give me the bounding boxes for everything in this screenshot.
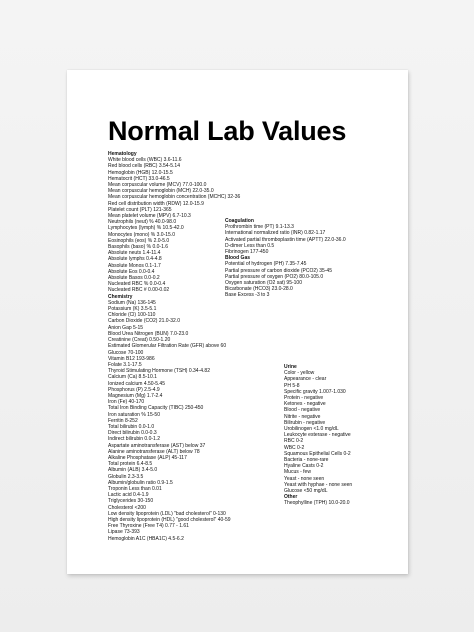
middle-column	[225, 218, 375, 299]
list-item: Absolute Monos 0.1-1.7	[108, 262, 161, 269]
section-heading-coagulation: Coagulation	[225, 218, 254, 224]
list-item: Ionized calcium 4.50-5.45	[108, 380, 165, 387]
chemistry-list	[108, 300, 276, 542]
list-item: Thyroid Stimulating Hormone (TSH) 0.34-4.82	[108, 368, 210, 375]
list-item: Chloride (Cl) 100-110	[108, 312, 156, 319]
list-item: Nucleated RBC % 0.0-0.4	[108, 281, 166, 288]
list-item: Hemoglobin A1C (HBA1C) 4.5-6.2	[108, 535, 184, 542]
list-item: Anion Gap 5-15	[108, 324, 144, 331]
list-item: Alkaline Phosphatase (ALP) 45-117	[108, 454, 187, 461]
list-item: Yeast with hyphae - none seen	[284, 481, 353, 488]
list-item: Carbon Dioxide (CO2) 21.0-32.0	[108, 318, 180, 325]
list-item: Base Excess -3 to 3	[225, 292, 270, 299]
list-item: International normalized ratio (INR) 0.82-1.17	[225, 230, 326, 237]
list-item: Creatinine (Creat) 0.50-1.20	[108, 337, 171, 344]
list-item: Lymphocytes (lymph) % 10.5-42.0	[108, 225, 184, 232]
list-item: Absolute Basos 0.0-0.2	[108, 275, 160, 282]
list-item: Estimated Glomerular Filtration Rate (GFR) above 60	[108, 343, 227, 350]
right-column	[284, 364, 394, 507]
list-item: WBC 0-2	[284, 444, 305, 451]
list-item: Lactic acid 0.4-1.9	[108, 492, 149, 499]
list-item: Globulin 2.3-3.5	[108, 473, 144, 480]
list-item: Indirect bilirubin 0.0-1.2	[108, 436, 160, 443]
list-item: Fibrinogen 177-450	[225, 249, 269, 256]
list-item: Cholesterol <200	[108, 504, 146, 511]
list-item: High density lipoprotein (HDL) "good cholesterol" 40-59	[108, 516, 231, 523]
list-item: Potassium (K) 3.5-5.1	[108, 306, 157, 313]
list-item: Color - yellow	[284, 370, 315, 377]
list-item: Specific gravity 1.007-1.030	[284, 388, 346, 395]
list-item: Albumin (ALB) 3.4-5.0	[108, 467, 158, 474]
list-item: Free Thyroxine (Free T4) 0.77 - 1.61	[108, 523, 189, 530]
list-item: Eosinophils (eos) % 2.0-5.0	[108, 237, 170, 244]
list-item: Nucleated RBC # 0.00-0.02	[108, 287, 170, 294]
list-item: Iron (Fe) 40-170	[108, 399, 145, 406]
list-item: Mean platelet volume (MPV) 6.7-10.3	[108, 213, 191, 220]
list-item: Albumin/globulin ratio 0.9-1.5	[108, 479, 173, 486]
list-item: Partial pressure of oxygen (PO2) 80.0-105.0	[225, 273, 324, 280]
list-item: RBC 0-2	[284, 438, 304, 445]
list-item: Monocytes (mono) % 3.0-15.0	[108, 231, 175, 238]
list-item: Basophils (baso) % 0.0-1.6	[108, 244, 169, 251]
list-item: Nitrite - negative	[284, 413, 321, 420]
list-item: Platelet count (PLT) 121-365	[108, 206, 172, 213]
poster-title: Normal Lab Values	[108, 116, 347, 146]
list-item: Glucose <50 mg/dL	[284, 488, 328, 495]
list-item: Bicarbonate (HCO3) 23.0-28.0	[225, 286, 293, 293]
list-item: Protein - negative	[284, 395, 324, 402]
list-item: Oxygen saturation (O2 sat) 95-100	[225, 280, 302, 287]
list-item: Absolute neuts 1.4-11.4	[108, 250, 161, 257]
list-item: Total Iron Binding Capacity (TIBC) 250-450	[108, 405, 204, 412]
section-heading-chemistry: Chemistry	[108, 293, 133, 300]
other-list	[284, 500, 394, 506]
list-item: Urobilinogen <1.0 mg/dL	[284, 426, 339, 433]
list-item: Appearance - clear	[284, 376, 327, 383]
list-item: Squamous Epithelial Cells 0-2	[284, 450, 351, 457]
list-item: Hemoglobin (HGB) 12.0-15.5	[108, 169, 173, 176]
list-item: Activated partial thromboplastin time (APTT) 22.0-36.0	[225, 236, 346, 243]
list-item: Blood - negative	[284, 407, 321, 414]
list-item: Absolute lymphs 0.4-4.8	[108, 256, 162, 263]
list-item: Bacteria - none-rare	[284, 457, 329, 464]
section-heading-urine: Urine	[284, 364, 297, 370]
list-item: Mean corpuscular volume (MCV) 77.0-100.0	[108, 182, 207, 189]
list-item: Triglycerides 30-150	[108, 498, 154, 505]
list-item: Theophylline (TPH) 10.0-20.0	[284, 500, 350, 507]
list-item: Iron saturation % 15-50	[108, 411, 160, 418]
list-item: Total protein 6.4-8.5	[108, 461, 153, 468]
list-item: Bilirubin - negative	[284, 419, 326, 426]
section-heading-hematology: Hematology	[108, 151, 137, 157]
list-item: Absolute Eos 0.0-0.4	[108, 268, 155, 275]
list-item: Blood Urea Nitrogen (BUN) 7.0-23.0	[108, 330, 189, 337]
list-item: Hyaline Casts 0-2	[284, 463, 324, 470]
coagulation-list	[225, 224, 375, 255]
list-item: White blood cells (WBC) 3.6-11.6	[108, 157, 182, 164]
list-item: Prothrombin time (PT) 9.1-13.3	[225, 224, 294, 231]
list-item: Sodium (Na) 136-145	[108, 299, 156, 306]
list-item: Ketones - negative	[284, 401, 326, 408]
list-item: Mean corpuscular hemoglobin concentration (MCHC) 32-36	[108, 194, 241, 201]
list-item: Red cell distribution width (RDW) 12.0-15.9	[108, 200, 204, 207]
list-item: Direct bilirubin 0.0-0.3	[108, 430, 157, 437]
list-item: Calcium (Ca) 8.5-10.1	[108, 374, 157, 381]
list-item: Troponin Less than 0.01	[108, 485, 162, 492]
list-item: D-dimer Less than 0.5	[225, 242, 275, 249]
left-column	[108, 151, 276, 542]
list-item: Mucus - few	[284, 469, 311, 476]
list-item: Potential of hydrogen (PH) 7.35-7.45	[225, 261, 307, 268]
list-item: Glucose 70-100	[108, 349, 144, 356]
urine-list	[284, 370, 394, 494]
list-item: Partial pressure of carbon dioxide (PCO2) 35-45	[225, 267, 332, 274]
blood-gas-list	[225, 261, 375, 298]
list-item: Alanine aminotransferase (ALT) below 78	[108, 448, 200, 455]
list-item: Neutrophils (neut) % 40.0-98.0	[108, 219, 177, 226]
list-item: Mean corpuscular hemoglobin (MCH) 22.0-35.0	[108, 188, 214, 195]
section-heading-other: Other	[284, 494, 298, 501]
list-item: Yeast - none seen	[284, 475, 325, 482]
list-item: PH 5-8	[284, 382, 300, 389]
list-item: Aspartate aminotransferase (AST) below 37	[108, 442, 206, 449]
list-item: Leukocyte esterase - negative	[284, 432, 351, 439]
list-item: Lipase 73-393	[108, 529, 140, 536]
list-item: Low density lipoprotein (LDL) "bad cholesterol" 0-130	[108, 510, 226, 517]
section-heading-blood-gas: Blood Gas	[225, 255, 251, 262]
list-item: Ferritin 8-252	[108, 417, 138, 424]
list-item: Hematocrit (HCT) 33.0-46.5	[108, 175, 170, 182]
lab-values-poster	[67, 70, 408, 574]
list-item: Vitamin B12 193-986	[108, 355, 155, 362]
list-item: Phosphorus (P) 2.5-4.9	[108, 386, 160, 393]
list-item: Red blood cells (RBC) 3.54-5.14	[108, 163, 180, 170]
list-item: Magnesium (Mg) 1.7-2.4	[108, 392, 163, 399]
list-item: Folate 3.1-17.5	[108, 361, 142, 368]
list-item: Total bilirubin 0.0-1.0	[108, 423, 155, 430]
